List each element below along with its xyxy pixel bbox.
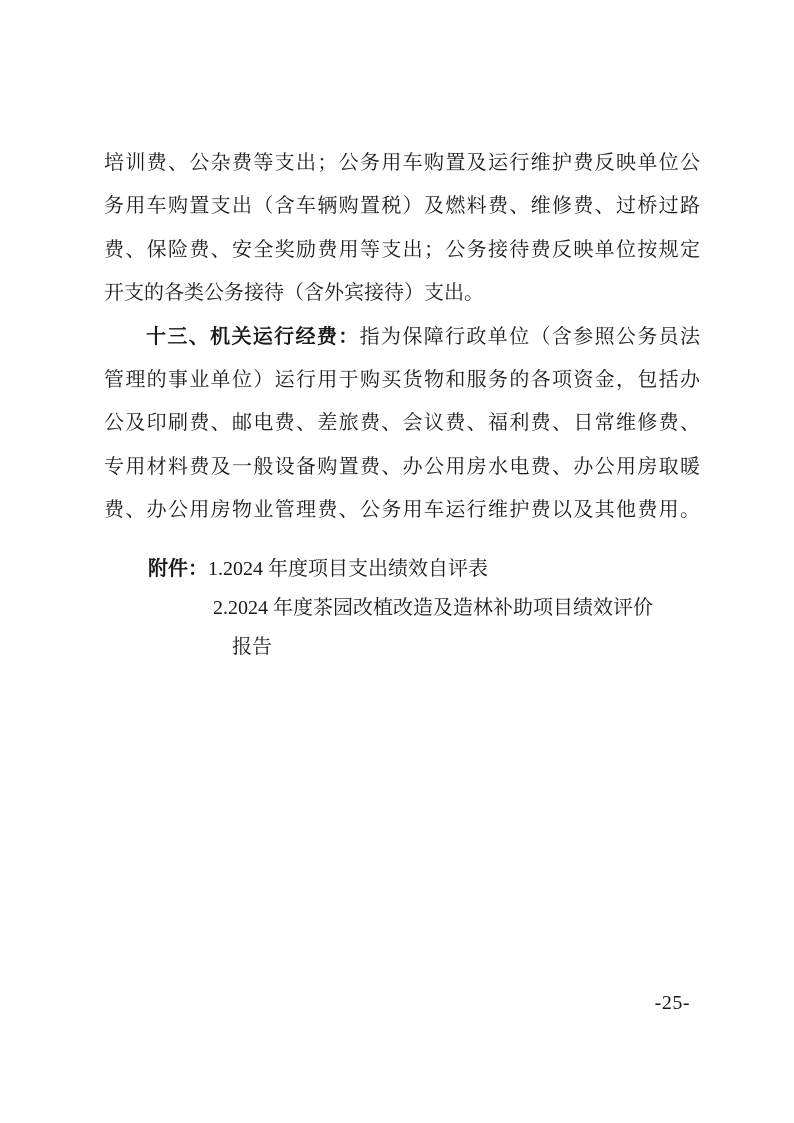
page-number: -25- xyxy=(654,992,690,1014)
paragraph2-line-4: 专用材料费及一般设备购置费、办公用房水电费、办公用房取暖 xyxy=(104,455,700,478)
paragraph2-line-1 xyxy=(104,316,700,359)
paragraph2-line-3: 公及印刷费、邮电费、差旅费、会议费、福利费、日常维修费、 xyxy=(104,412,700,435)
paragraph1-line-3: 费、保险费、安全奖励费用等支出；公务接待费反映单位按规定 xyxy=(104,238,700,261)
attachment-item-2: 2.2024 年度茶园改植改造及造林补助项目绩效评价 xyxy=(213,597,653,619)
attachment-item-1: 1.2024 年度项目支出绩效自评表 xyxy=(208,558,488,580)
section-heading: 十三、机关运行经费： xyxy=(146,325,360,348)
paragraph1-line-1: 培训费、公杂费等支出；公务用车购置及运行维护费反映单位公 xyxy=(104,152,700,174)
paragraph2-line-2: 管理的事业单位）运行用于购买货物和服务的各项资金，包括办 xyxy=(104,368,700,391)
paragraph2-line-5: 费、办公用房物业管理费、公务用车运行维护费以及其他费用。 xyxy=(104,499,700,522)
attachment-item-2-continued: 报告 xyxy=(232,636,272,658)
paragraph1-line-4: 开支的各类公务接待（含外宾接待）支出。 xyxy=(104,282,484,305)
paragraph1-line-2: 务用车购置支出（含车辆购置税）及燃料费、维修费、过桥过路 xyxy=(104,195,700,218)
attachment-line-1 xyxy=(104,550,744,589)
attachments-block xyxy=(104,550,744,667)
paragraph2-lead-text: 指为保障行政单位（含参照公务员法 xyxy=(359,325,700,348)
body-text xyxy=(104,142,700,533)
attachments-label: 附件： xyxy=(148,558,208,580)
